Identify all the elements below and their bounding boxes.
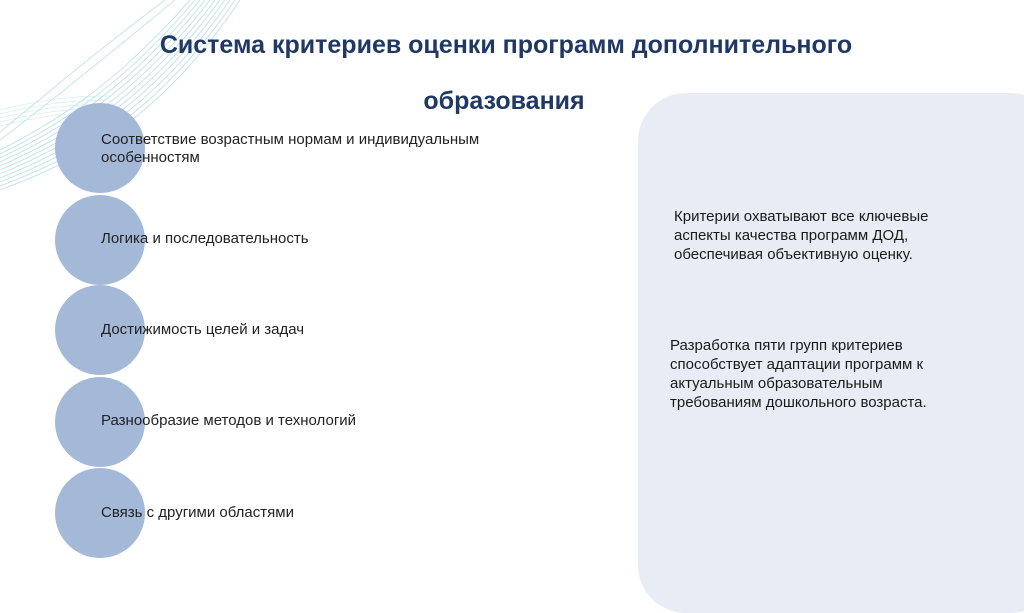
criterion-3-label: Достижимость целей и задач	[101, 321, 305, 338]
criterion-4-label: Разнообразие методов и технологий	[101, 412, 357, 429]
criterion-5-label: Связь с другими областями	[101, 504, 294, 521]
criterion-1-label: Соответствие возрастным нормам и индивидуальным особенностям	[101, 131, 480, 166]
summary-paragraph-1: Критерии охватывают все ключевые аспекты качества программ ДОД, обеспечивая объективную оценку.	[674, 208, 929, 263]
slide-title-line-1: Система критериев оценки программ дополнительного	[159, 31, 853, 59]
slide-title-line-2: образования	[423, 87, 585, 115]
criterion-2-label: Логика и последовательность	[101, 230, 309, 247]
summary-paragraph-2: Разработка пяти групп критериев способствует адаптации программ к актуальным образовательным требованиям дошкольного возраста.	[670, 337, 927, 411]
